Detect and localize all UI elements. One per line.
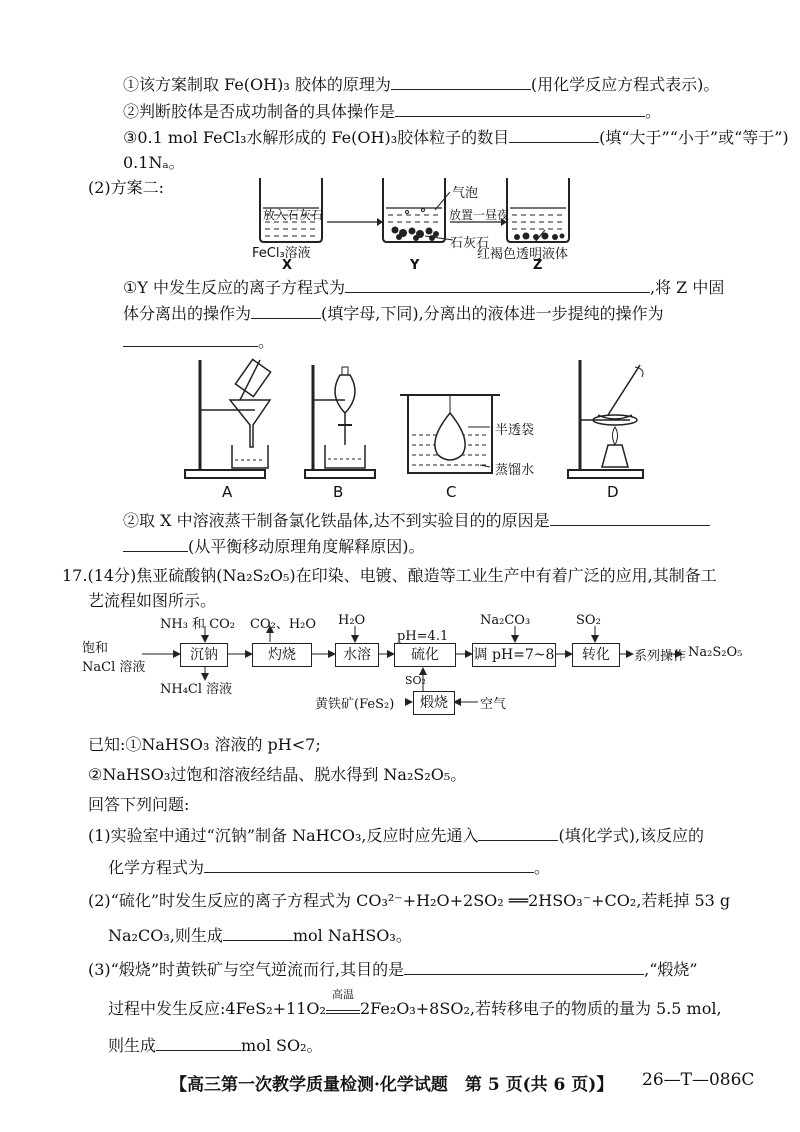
q17-intro-line2: 艺流程如图所示。 xyxy=(88,591,217,610)
q16-item2: ②判断胶体是否成功制备的具体操作是 。 xyxy=(123,102,662,121)
q16-sub1-line3: 。 xyxy=(123,330,274,353)
q17-p3: (3)“煅烧”时黄铁矿与空气逆流而行,其目的是 ,“煅烧” xyxy=(88,960,698,979)
fecl3-label: FeCl₃溶液 xyxy=(252,246,311,261)
q17-known-2: ②NaHSO₃过饱和溶液经结晶、脱水得到 Na₂S₂O₅。 xyxy=(88,765,467,784)
apparatus-figure xyxy=(180,355,660,485)
limestone-label: 石灰石 xyxy=(450,236,490,251)
footer-code: 26—T—086C xyxy=(642,1070,755,1090)
flow-start-2: NaCl 溶液 xyxy=(82,660,146,675)
answer-blank[interactable] xyxy=(204,856,534,873)
apparatus-c xyxy=(400,395,500,473)
label-d: D xyxy=(607,483,619,501)
footer-title: 【高三第一次教学质量检测·化学试题 第 5 页(共 6 页)】 xyxy=(170,1075,614,1095)
arrow-label-2: 放置一昼夜 xyxy=(449,208,510,222)
flow-box-sulfide: 硫化 xyxy=(394,643,456,667)
apparatus-a xyxy=(185,359,271,478)
answer-blank[interactable] xyxy=(156,1034,241,1051)
q17-p2-line2: Na₂CO₃,则生成 mol NaHSO₃。 xyxy=(108,926,412,945)
flow-b4-ph: pH=4.1 xyxy=(397,629,449,644)
flow-ore: 黄铁矿(FeS₂) xyxy=(315,697,395,712)
answer-blank[interactable] xyxy=(123,535,188,552)
beaker-y xyxy=(383,178,445,242)
answer-blank[interactable] xyxy=(345,276,650,293)
flow-air: 空气 xyxy=(480,697,507,712)
q17-intro: 17.(14分)焦亚硫酸钠(Na₂S₂O₅)在印染、电镀、酿造等工业生产中有着广泛的应用,其制备工 xyxy=(62,566,717,585)
label-a: A xyxy=(222,483,233,501)
label-c: C xyxy=(446,483,457,501)
q16-item3-line2: 0.1Nₐ。 xyxy=(123,153,185,172)
q17-answer-prompt: 回答下列问题: xyxy=(88,795,190,814)
flow-box-convert: 转化 xyxy=(572,643,620,667)
label-b: B xyxy=(333,483,344,501)
q17-p1: (1)实验室中通过“沉钠”制备 NaHCO₃,反应时应先通入 (填化学式),该反应的 xyxy=(88,826,705,845)
q16-sub2-line2: (从平衡移动原理角度解释原因)。 xyxy=(123,535,425,558)
flow-series-ops: 系列操作 xyxy=(634,649,687,664)
flow-product: Na₂S₂O₅ xyxy=(688,645,743,660)
apparatus-d xyxy=(568,360,643,478)
answer-blank[interactable] xyxy=(478,824,558,841)
flow-b2-output: CO₂、H₂O xyxy=(250,617,317,632)
redbrown-label: 红褐色透明液体 xyxy=(477,247,569,262)
flow-b5-input: Na₂CO₃ xyxy=(480,613,531,628)
q16-sub2: ②取 X 中溶液蒸干制备氯化铁晶体,达不到实验目的的原因是 xyxy=(123,509,710,532)
answer-blank[interactable] xyxy=(395,100,645,117)
q16-sub1-line2: 体分离出的操作为 (填字母,下同),分离出的液体进一步提纯的操作为 xyxy=(123,304,664,323)
q16-sub1: ①Y 中发生反应的离子方程式为 ,将 Z 中固 xyxy=(123,278,725,297)
arrow-label-1: 放入石灰石 xyxy=(263,208,324,222)
flow-box-dissolve: 水溶 xyxy=(335,643,379,667)
answer-blank[interactable] xyxy=(123,330,258,347)
flow-b3-input: H₂O xyxy=(338,613,366,628)
reaction-condition: 高温 xyxy=(331,988,354,1001)
membrane-label: 半透袋 xyxy=(495,423,535,438)
bubble-label: 气泡 xyxy=(452,186,479,201)
flow-box-chenna: 沉钠 xyxy=(180,643,228,667)
water-label: 蒸馏水 xyxy=(495,463,535,478)
label-y: Y xyxy=(410,258,420,273)
q17-p3-line3: 则生成 mol SO₂。 xyxy=(108,1036,323,1055)
q17-p1-line2: 化学方程式为 。 xyxy=(108,858,551,877)
beaker-z xyxy=(507,178,569,242)
answer-blank[interactable] xyxy=(391,73,531,90)
apparatus-b xyxy=(305,365,375,478)
flow-box-adjust-ph: 调 pH=7~8 xyxy=(472,643,556,667)
q17-known-1: 已知:①NaHSO₃ 溶液的 pH<7; xyxy=(88,735,321,754)
flow-b1-input: NH₃ 和 CO₂ xyxy=(160,617,236,632)
answer-blank[interactable] xyxy=(404,958,644,975)
plan2-label: (2)方案二: xyxy=(88,178,165,197)
answer-blank[interactable] xyxy=(251,302,321,319)
flow-start-1: 饱和 xyxy=(82,641,109,656)
flow-box-calcine: 煅烧 xyxy=(413,691,455,715)
flow-b6-input: SO₂ xyxy=(576,613,601,628)
q16-item1: ①该方案制取 Fe(OH)₃ 胶体的原理为 (用化学反应方程式表示)。 xyxy=(123,75,720,94)
q17-p2: (2)“硫化”时发生反应的离子方程式为 CO₃²⁻+H₂O+2SO₂ ══2HSO₃⁻+CO₂,若耗掉 53 g xyxy=(88,891,731,910)
flow-so2-label: SO₂ xyxy=(405,674,426,687)
flow-box-roast: 灼烧 xyxy=(252,643,312,667)
flow-b1-output: NH₄Cl 溶液 xyxy=(160,682,233,697)
answer-blank[interactable] xyxy=(509,126,599,143)
q16-item3: ③0.1 mol FeCl₃水解形成的 Fe(OH)₃胶体粒子的数目 (填“大于”“小于”或“等于”) xyxy=(123,128,789,147)
label-z: Z xyxy=(533,258,543,273)
answer-blank[interactable] xyxy=(550,509,710,526)
q17-p3-line2: 过程中发生反应:4FeS₂+11O₂ 高温 2Fe₂O₃+8SO₂,若转移电子的物质的量为 5.5 mol, xyxy=(108,988,722,1018)
answer-blank[interactable] xyxy=(223,924,293,941)
label-x: X xyxy=(282,258,293,273)
